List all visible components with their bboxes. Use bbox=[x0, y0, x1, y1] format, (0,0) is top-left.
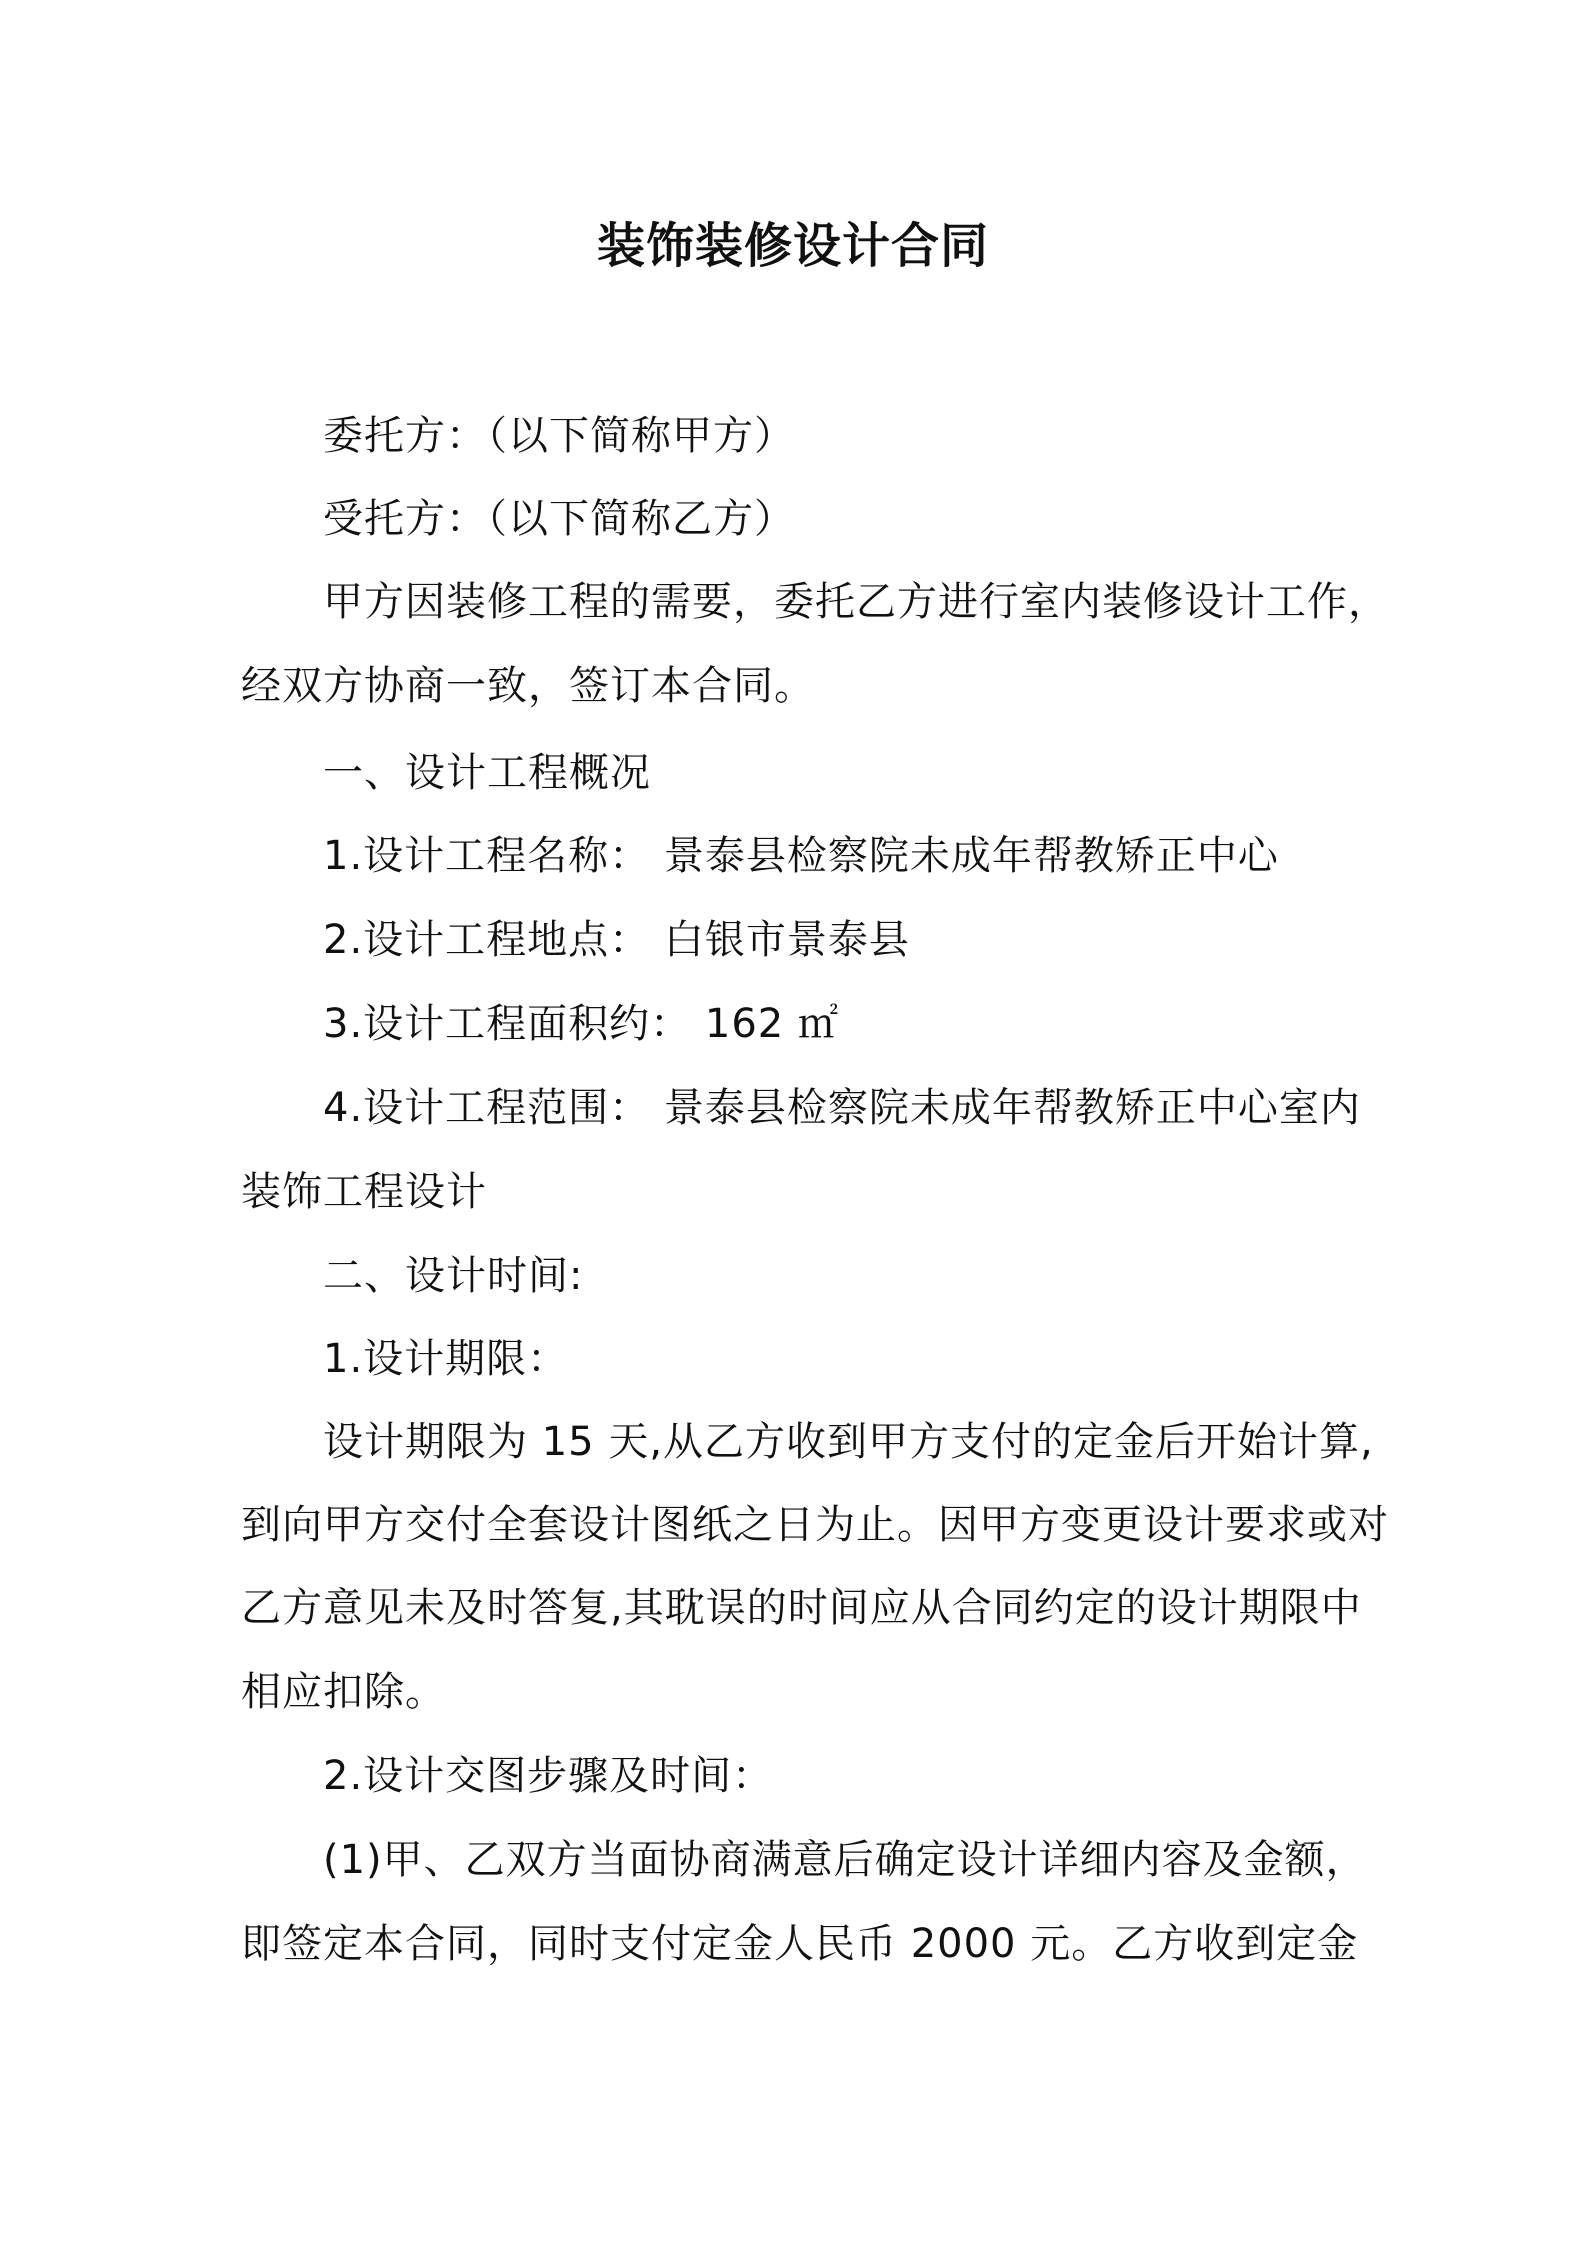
contract-title: 装饰装修设计合同 bbox=[596, 218, 989, 274]
project-scope-line-1: 4.设计工程范围： 景泰县检察院未成年帮教矫正中心室内 bbox=[323, 1085, 1361, 1131]
step-1-paragraph-line-1: (1)甲、乙双方当面协商满意后确定设计详细内容及金额， bbox=[323, 1837, 1367, 1883]
step-1-paragraph-line-2: 即签定本合同，同时支付定金人民币 2000 元。乙方收到定金 bbox=[241, 1921, 1359, 1967]
design-period-paragraph-line-2: 到向甲方交付全套设计图纸之日为止。因甲方变更设计要求或对 bbox=[241, 1502, 1389, 1548]
contractor-party-line: 受托方：（以下简称乙方） bbox=[323, 496, 795, 542]
project-name-line: 1.设计工程名称： 景泰县检察院未成年帮教矫正中心 bbox=[323, 833, 1279, 879]
project-location-line: 2.设计工程地点： 白银市景泰县 bbox=[323, 917, 910, 963]
intro-paragraph-line-1: 甲方因装修工程的需要，委托乙方进行室内装修设计工作， bbox=[323, 579, 1389, 625]
client-party-line: 委托方：（以下简称甲方） bbox=[323, 413, 795, 459]
project-area-line: 3.设计工程面积约： 162 ㎡ bbox=[323, 1001, 839, 1047]
section-2-heading: 二、设计时间: bbox=[323, 1253, 584, 1299]
design-period-paragraph-line-1: 设计期限为 15 天,从乙方收到甲方支付的定金后开始计算, bbox=[323, 1419, 1374, 1465]
intro-paragraph-line-2: 经双方协商一致，签订本合同。 bbox=[241, 663, 815, 709]
delivery-steps-heading: 2.设计交图步骤及时间： bbox=[323, 1753, 774, 1799]
project-scope-line-2: 装饰工程设计 bbox=[241, 1169, 487, 1215]
design-period-paragraph-line-4: 相应扣除。 bbox=[241, 1669, 446, 1715]
design-period-paragraph-line-3: 乙方意见未及时答复,其耽误的时间应从合同约定的设计期限中 bbox=[241, 1585, 1362, 1631]
design-period-heading: 1.设计期限： bbox=[323, 1336, 569, 1382]
section-1-heading: 一、设计工程概况 bbox=[323, 750, 651, 796]
